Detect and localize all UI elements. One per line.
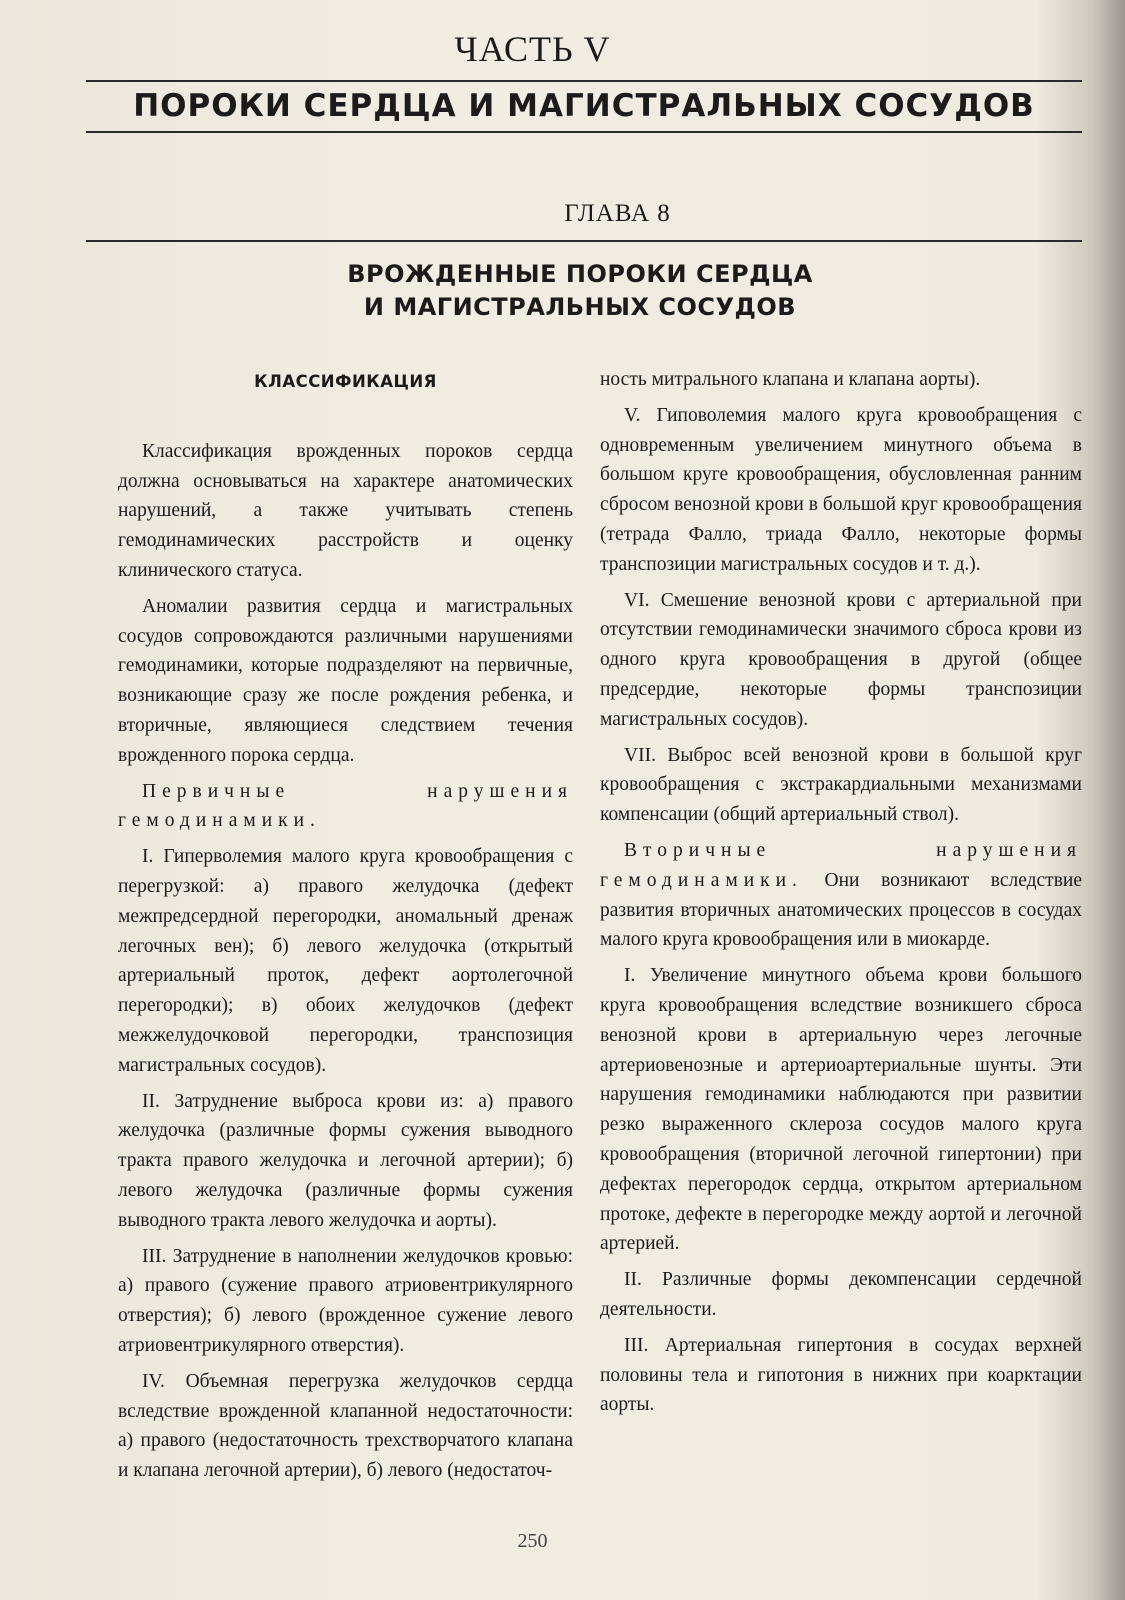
chapter-rule [86, 240, 1082, 242]
page-number: 250 [517, 1530, 548, 1552]
header-rule-middle [86, 131, 1082, 133]
part-title: ЧАСТЬ V [454, 29, 611, 69]
paragraph: ность митрального клапана и клапана аорты). [600, 369, 981, 390]
classification-heading: КЛАССИФИКАЦИЯ [254, 372, 437, 391]
paragraph: V. Гиповолемия малого круга кровообращения с одновременным увеличением минутного объема в большом круге кровообращения, обусловленная ранним сбросом венозной крови в большой круг кровообращения (тетрада Фалло, триада Фалло, некоторые формы транспозиции магистральных сосудов и т. д.). [600, 404, 1082, 575]
right-column [600, 365, 1082, 1426]
paragraph: II. Затруднение выброса крови из: а) правого желудочка (различные формы сужения выводного тракта правого желудочка и легочной артерии); б) левого желудочка (различные формы сужения выводного тракта левого желудочка и аорты). [118, 1090, 573, 1231]
primary-disorders-heading: Первичные нарушения гемодинамики. [118, 780, 573, 832]
paragraph: I. Гиперволемия малого круга кровообращения с перегрузкой: а) правого желудочка (дефект межпредсердной перегородки, аномальный дренаж легочных вен); б) левого желудочка (открытый артериальный проток, дефект аортолегочной перегородки); в) обоих желудочков (дефект межжелудочковой перегородки, транспозиция магистральных сосудов). [118, 846, 573, 1076]
chapter-label: ГЛАВА 8 [564, 200, 671, 227]
paragraph: I. Увеличение минутного объема крови большого круга кровообращения вследствие возникшего сброса венозной крови в артериальную через легочные артериовенозные и артериоартериальные шунты. Эти нарушения гемодинамики наблюдаются при развитии резко выраженного склероза сосудов малого круга кровообращения (вторичной легочной гипертонии) при дефектах перегородок сердца, открытом артериальном протоке, дефекте в перегородке между аортой и легочной артерией. [600, 965, 1082, 1255]
paragraph: IV. Объемная перегрузка желудочков сердца вследствие врожденной клапанной недостаточности: а) правого (недостаточность трехстворчатого клапана и клапана легочной артерии), б) левого (недостаточ- [118, 1370, 573, 1482]
paragraph: VI. Смешение венозной крови с артериальной при отсутствии гемодинамически значимого сброса крови из одного круга кровообращения в другой (общее предсердие, некоторые формы транспозиции магистральных сосудов). [600, 589, 1082, 730]
secondary-disorders-paragraph [600, 836, 1082, 955]
header-rule-top [86, 80, 1082, 82]
paragraph: III. Артериальная гипертония в сосудах верхней половины тела и гипотония в нижних при коарктации аорты. [600, 1334, 1082, 1416]
left-column [118, 365, 573, 1492]
chapter-title [200, 258, 960, 324]
paragraph: Аномалии развития сердца и магистральных сосудов сопровождаются различными нарушениями гемодинамики, которые подразделяют на первичные, возникающие сразу же после рождения ребенка, и вторичные, являющиеся следствием течения врожденного порока сердца. [118, 595, 573, 766]
section-title: ПОРОКИ СЕРДЦА И МАГИСТРАЛЬНЫХ СОСУДОВ [133, 88, 1035, 124]
paragraph: VII. Выброс всей венозной крови в большой круг кровообращения с экстракардиальными механизмами компенсации (общий артериальный ствол). [600, 744, 1082, 826]
chapter-title-line-1: ВРОЖДЕННЫЕ ПОРОКИ СЕРДЦА [347, 260, 813, 288]
chapter-title-line-2: И МАГИСТРАЛЬНЫХ СОСУДОВ [363, 293, 797, 321]
secondary-disorders-heading: Вторичные нарушения гемодинамики. [600, 839, 1082, 891]
secondary-disorders-text: Они возникают вследствие развития вторичных анатомических процессов в сосудах малого круга кровообращения или в миокарде. [600, 869, 1082, 951]
paragraph: II. Различные формы декомпенсации сердечной деятельности. [600, 1269, 1082, 1320]
paragraph: III. Затруднение в наполнении желудочков кровью: а) правого (сужение правого атриовентрикулярного отверстия); б) левого (врожденное сужение левого атриовентрикулярного отверстия). [118, 1245, 573, 1356]
paragraph: Классификация врожденных пороков сердца должна основываться на характере анатомических нарушений, а также учитывать степень гемодинамических расстройств и оценку клинического статуса. [118, 440, 573, 581]
